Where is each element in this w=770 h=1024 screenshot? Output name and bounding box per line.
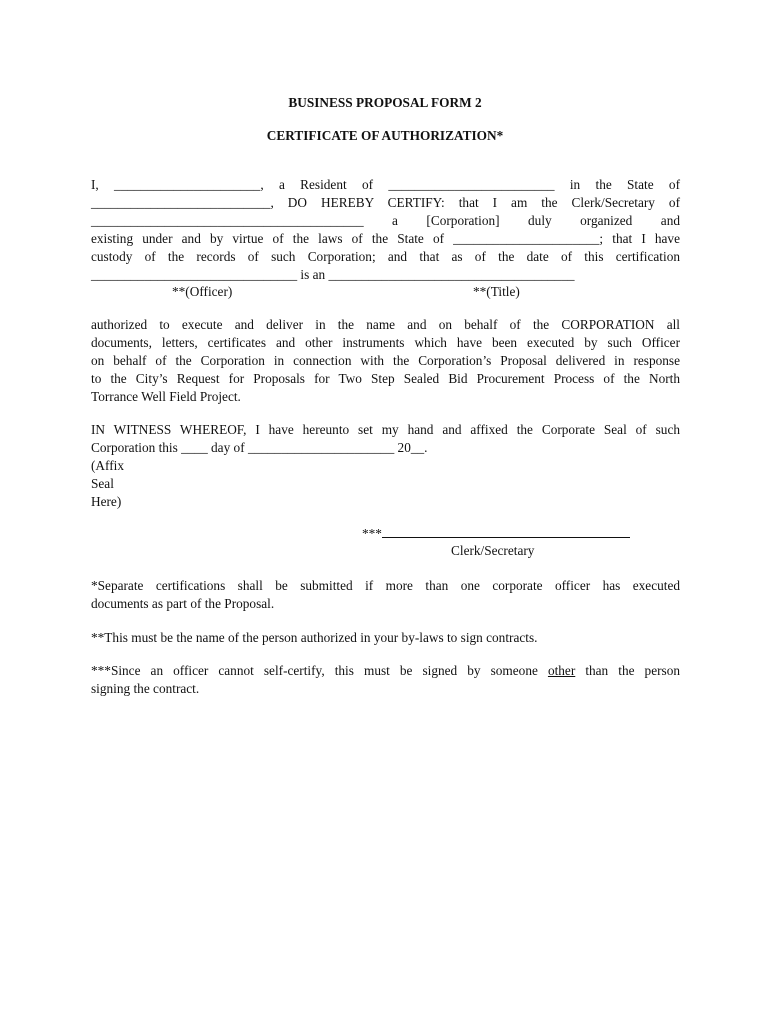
signature-prefix: *** — [362, 526, 382, 541]
witness-line: IN WITNESS WHEREOF, I have hereunto set my hand and affixed the Corporate Seal of such — [91, 422, 680, 437]
footnote-text: ***Since an officer cannot self-certify, this must be signed by someone — [91, 663, 548, 678]
certification-line: _______________________________ is an _____________________________________ — [91, 267, 575, 282]
signature-line — [362, 525, 630, 542]
authorization-line: on behalf of the Corporation in connection with the Corporation’s Proposal delivered in response — [91, 353, 680, 368]
seal-line: Seal — [91, 476, 114, 491]
certificate-title: CERTIFICATE OF AUTHORIZATION* — [266, 128, 504, 143]
witness-line: Corporation this ____ day of ______________________ 20__. — [91, 440, 428, 455]
seal-line: (Affix — [91, 458, 124, 473]
footnote-text: than the person — [575, 663, 681, 678]
certification-line: ___________________________, DO HEREBY CERTIFY: that I am the Clerk/Secretary of — [91, 195, 680, 210]
seal-line: Here) — [91, 494, 122, 509]
signature-rule — [382, 525, 630, 538]
certification-line: custody of the records of such Corporation; and that as of the date of this certification — [91, 249, 680, 264]
footnote-2 — [91, 629, 680, 647]
authorization-paragraph — [91, 316, 680, 406]
footnote-line: signing the contract. — [91, 681, 200, 696]
form-title: BUSINESS PROPOSAL FORM 2 — [288, 95, 482, 110]
footnote-1 — [91, 577, 680, 613]
footnote-line: *Separate certifications shall be submitted if more than one corporate officer has executed — [91, 578, 680, 593]
witness-paragraph — [91, 421, 680, 511]
footnote-3 — [91, 662, 680, 698]
authorization-line: authorized to execute and deliver in the name and on behalf of the CORPORATION all — [91, 317, 680, 332]
certification-line: _________________________________________ a [Corporation] duly organized and — [91, 213, 680, 228]
role-labels — [0, 284, 770, 302]
certification-line: I, ______________________, a Resident of _________________________ in the State of — [91, 177, 680, 192]
certification-paragraph — [91, 176, 680, 284]
certification-line: existing under and by virtue of the laws of the State of ______________________; that I have — [91, 231, 680, 246]
footnote-line: **This must be the name of the person authorized in your by-laws to sign contracts. — [91, 630, 538, 645]
footnote-line — [91, 662, 680, 680]
footnote-line: documents as part of the Proposal. — [91, 596, 275, 611]
underlined-word: other — [547, 663, 576, 678]
officer-label: **(Officer) — [172, 284, 233, 299]
authorization-line: documents, letters, certificates and other instruments which have been executed by such Officer — [91, 335, 680, 350]
authorization-line: Torrance Well Field Project. — [91, 389, 241, 404]
authorization-line: to the City’s Request for Proposals for Two Step Sealed Bid Procurement Process of the North — [91, 371, 680, 386]
title-label: **(Title) — [473, 284, 520, 299]
signature-label: Clerk/Secretary — [451, 543, 535, 558]
